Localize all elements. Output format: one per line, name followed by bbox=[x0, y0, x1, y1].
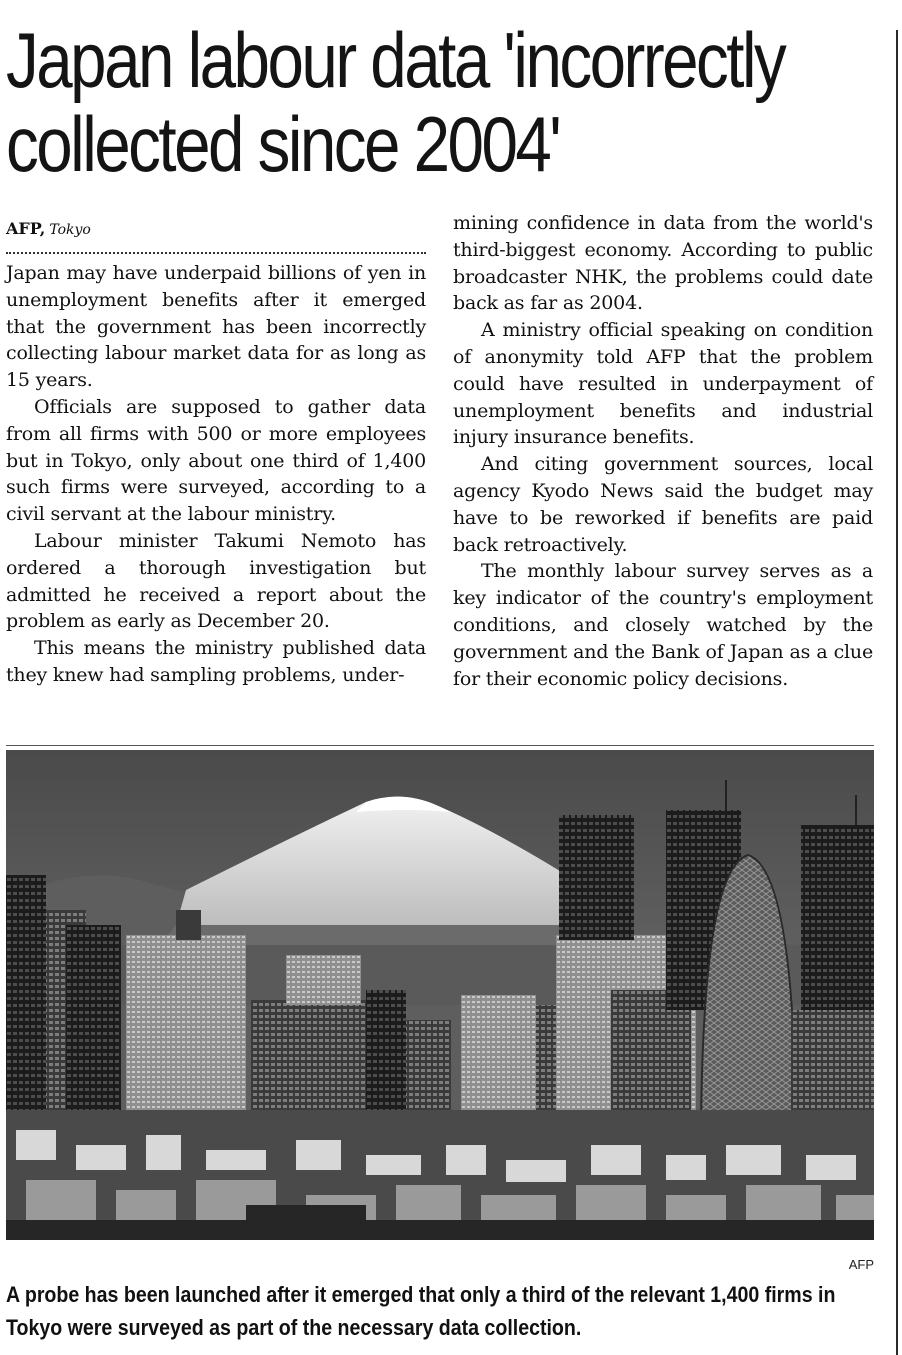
byline-divider bbox=[6, 252, 426, 254]
byline-city: Tokyo bbox=[49, 222, 91, 238]
left-column bbox=[6, 210, 426, 689]
paragraph: Labour minister Takumi Nemoto has ordered a thorough investigation but admitted he received a report about the problem as early as December 20. bbox=[6, 529, 426, 633]
paragraph: mining confidence in data from the world's third-biggest economy. According to public broadcaster NHK, the problems could date back as far as 2004. bbox=[453, 212, 873, 315]
byline bbox=[6, 216, 426, 242]
tokyo-skyline-photo bbox=[6, 750, 874, 1240]
photo-credit: AFP bbox=[848, 1257, 874, 1272]
paragraph: This means the ministry published data they knew had sampling problems, under- bbox=[6, 637, 426, 686]
paragraph: A ministry official speaking on condition of anonymity told AFP that the problem could have resulted in underpayment of unemployment benefits and industrial injury insurance benefits. bbox=[453, 319, 873, 449]
paragraph: Japan may have underpaid billions of yen in unemployment benefits after it emerged that the government has been incorrectly collecting labour market data for as long as 15 years. bbox=[6, 262, 426, 392]
photo-divider bbox=[6, 745, 874, 746]
photo-caption: A probe has been launched after it emerged that only a third of the relevant 1,400 firms in Tokyo were surveyed as part of the necessary data collection. bbox=[6, 1282, 836, 1340]
column-rule bbox=[896, 30, 898, 1355]
right-column bbox=[453, 210, 873, 692]
byline-agency: AFP, bbox=[6, 219, 46, 238]
headline: Japan labour data 'incorrectly collected since 2004' bbox=[6, 16, 785, 188]
paragraph: The monthly labour survey serves as a key indicator of the country's employment conditions, and closely watched by the government and the Bank of Japan as a clue for their economic policy decisions. bbox=[453, 560, 873, 690]
article-body bbox=[6, 210, 874, 730]
paragraph: And citing government sources, local agency Kyodo News said the budget may have to be reworked if benefits are paid back retroactively. bbox=[453, 453, 873, 556]
paragraph: Officials are supposed to gather data from all firms with 500 or more employees but in Tokyo, only about one third of 1,400 such firms were surveyed, according to a civil servant at the labour ministry. bbox=[6, 395, 426, 526]
